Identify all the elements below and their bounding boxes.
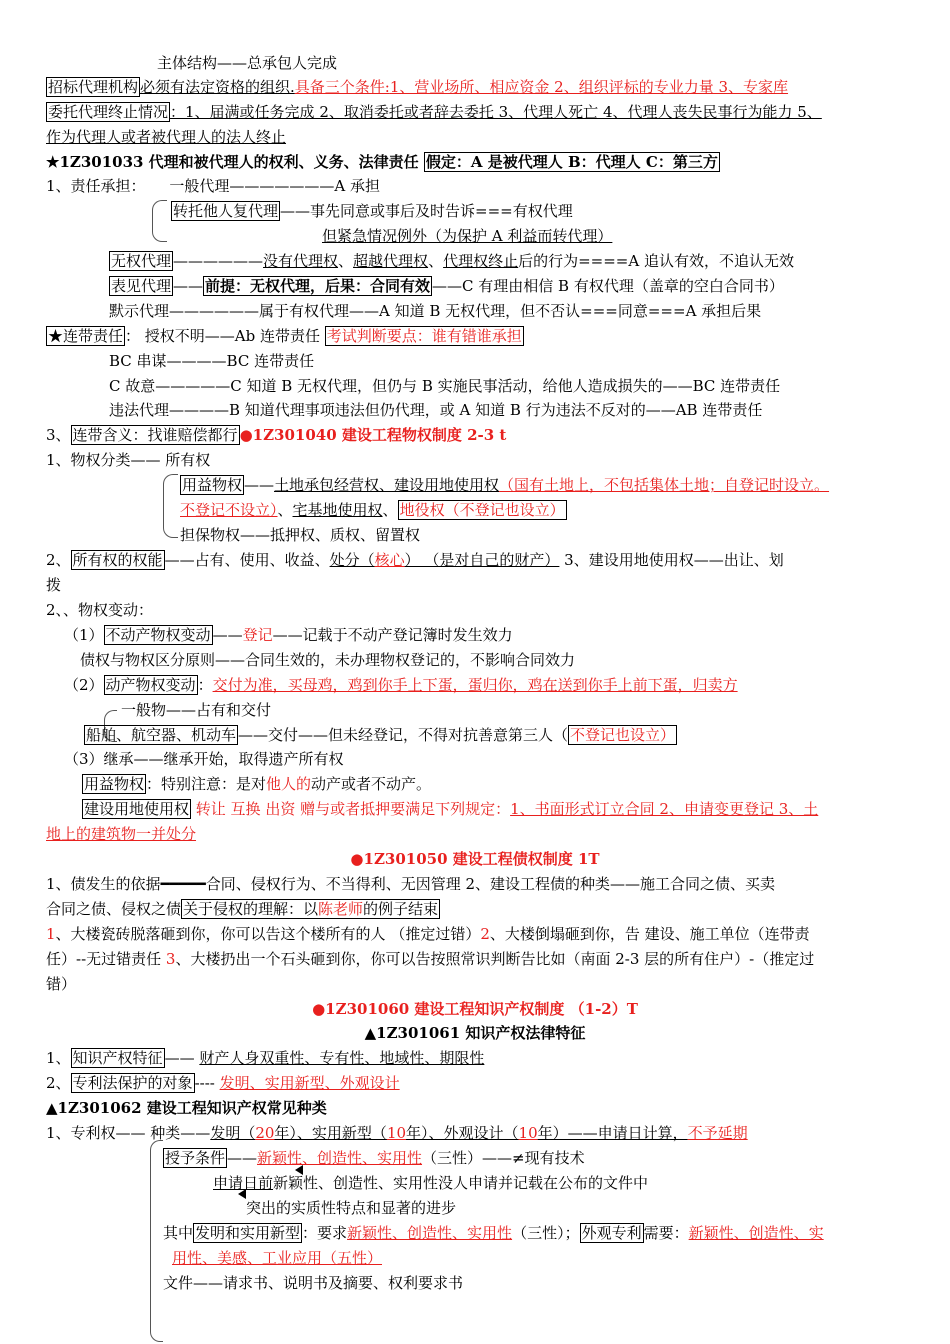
- line-movable-change: （2） 动产物权变动 ：交付为准，买母鸡，鸡到你手上下蛋，蛋归你，鸡在送到你手上前下蛋，归卖方: [64, 676, 738, 694]
- line-inventiveness: 突出的实质性特点和显著的进步: [246, 1199, 457, 1217]
- arrow-left-icon: [238, 1189, 246, 1199]
- line-agency-termination-cont: 作为代理人或者被代理人的法人终止: [46, 128, 287, 146]
- line-unauthorized-agency: 无权代理 ——————没有代理权、超越代理权、代理权终止后的行为====A 追认有效，不追认无效: [111, 252, 794, 270]
- line-illegal-agency: 违法代理————B 知道代理事项违法但仍代理，或 A 知道 B 行为违法不反对的——AB 连带责任: [109, 401, 763, 419]
- line-grant-conditions: 授予条件 ——新颖性、创造性、实用性（三性）——≠现有技术: [165, 1149, 585, 1167]
- line-patent-documents: 文件——请求书、说明书及摘要、权利要求书: [163, 1274, 464, 1292]
- line-main-structure: 主体结构——总承包人完成: [157, 54, 338, 72]
- line-ownership-powers: 2、 所有权的权能 ——占有、使用、收益、处分（核心） （是对自己的财产） 3、建设用地使用权——出让、划: [46, 551, 784, 569]
- section-heading-1Z301062: ▲1Z301062 建设工程知识产权常见种类: [46, 1099, 327, 1117]
- line-usufruct-cont: 不登记不设立）、宅基地使用权、 地役权（不登记也设立）: [180, 501, 565, 519]
- section-heading-1Z301060: ●1Z301060 建设工程知识产权制度 （1-2）T: [312, 1000, 638, 1018]
- section-heading-1Z301050: ●1Z301050 建设工程债权制度 1T: [350, 850, 600, 868]
- line-construction-land-use-cont: 地上的建筑物一并处分: [46, 825, 197, 843]
- line-usufruct: 用益物权 ——土地承包经营权、建设用地使用权（国有土地上，不包括集体土地；自登记时设立。: [182, 476, 830, 494]
- line-usufruct-note: 用益物权 ：特别注意：是对他人的动产或者不动产。: [84, 775, 432, 793]
- line-apparent-agency: 表见代理 —— 前提：无权代理，后果：合同有效 ——C 有理由相信 B 有权代理（盖章的空白合同书）: [111, 277, 784, 295]
- line-bidding-agency: 招标代理机构 必须有法定资格的组织.具备三个条件:1、营业场所、相应资金 2、组织评标的专业力量 3、专家库: [48, 78, 789, 96]
- line-patent-types: 1、专利权—— 种类——发明（20年）、实用新型（10年）、外观设计（10年）——申请日计算，不予延期: [46, 1124, 748, 1142]
- section-heading-1Z301033: ★1Z301033 代理和被代理人的权利、义务、法律责任 假定：A 是被代理人 B：代理人 C：第三方: [46, 153, 718, 171]
- line-debt-basis: 1、债发生的依据━━━━━合同、侵权行为、不当得利、无因管理 2、建设工程债的种类——施工合同之债、买卖: [46, 875, 776, 893]
- line-implied-agency: 默示代理——————属于有权代理——A 知道 B 无权代理，但不否认===同意===A 承担后果: [109, 302, 762, 320]
- line-tort-example-3: 错）: [46, 975, 77, 993]
- line-property-classification: 1、物权分类—— 所有权: [46, 451, 211, 469]
- brace-decoration: [163, 474, 178, 538]
- line-ownership-powers-cont: 拨: [46, 576, 62, 594]
- line-agency-termination: 委托代理终止情况 ：1、届满或任务完成 2、取消委托或者辞去委托 3、代理人死亡 4、代理人丧失民事行为能力 5、: [48, 103, 822, 121]
- line-joint-meaning: 3、 连带含义：找谁赔偿都行 ●1Z301040 建设工程物权制度 2-3 t: [46, 426, 507, 444]
- line-five-properties-cont: 用性、美感、工业应用（五性）: [172, 1249, 383, 1267]
- line-emergency-exception: 但紧急情况例外（为保护 A 利益而转代理）: [322, 227, 613, 245]
- line-bc-collusion: BC 串谋————BC 连带责任: [109, 352, 315, 370]
- line-tort-example-2: 任）--无过错责任 3、大楼扔出一个石头砸到你，你可以告按照常识判断告比如（南面 2-3 层的所有住户）-（推定过: [46, 950, 815, 968]
- line-ip-features: 1、 知识产权特征 —— 财产人身双重性、专有性、地域性、期限性: [46, 1049, 485, 1067]
- line-construction-land-use: 建设用地使用权 转让 互换 出资 赠与或者抵押要满足下列规定：1、书面形式订立合同 2、申请变更登记 3、土: [84, 800, 819, 818]
- line-tort-example-1: 1、大楼瓷砖脱落砸到你，你可以告这个楼所有的人 （推定过错）2、大楼倒塌砸到你，告 建设、施工单位（连带责: [46, 925, 810, 943]
- brace-decoration: [152, 200, 167, 242]
- line-debt-types-cont: 合同之债、侵权之债 关于侵权的理解：以陈老师的例子结束: [46, 900, 439, 918]
- line-c-intent: C 故意—————C 知道 B 无权代理，但仍与 B 实施民事活动，给他人造成损失的——BC 连带责任: [109, 377, 781, 395]
- line-three-five-properties: 其中 发明和实用新型 ：要求新颖性、创造性、实用性（三性）； 外观专利 需要：新颖性、创造性、实: [163, 1224, 824, 1242]
- line-ship-aircraft-vehicle: 船舶、航空器、机动车 ——交付——但未经登记，不得对抗善意第三人（ 不登记也设立）: [86, 726, 676, 744]
- line-novelty: 申请日前新颖性、创造性、实用性没人申请并记载在公布的文件中: [213, 1174, 649, 1192]
- line-sub-agency: 转托他人复代理 ——事先同意或事后及时告诉===有权代理: [173, 202, 573, 220]
- line-property-change: 2、、物权变动：: [46, 601, 154, 619]
- section-heading-1Z301061: ▲1Z301061 知识产权法律特征: [364, 1024, 586, 1042]
- line-responsibility: 1、责任承担： 一般代理———————A 承担: [46, 177, 380, 195]
- line-patent-objects: 2、 专利法保护的对象 ---- 发明、实用新型、外观设计: [46, 1074, 400, 1092]
- line-inheritance: （3）继承——继承开始，取得遗产所有权: [64, 750, 344, 768]
- brace-decoration: [150, 1140, 163, 1342]
- line-security-interest: 担保物权——抵押权、质权、留置权: [180, 526, 421, 544]
- line-joint-liability: ★连带责任 ： 授权不明——Ab 连带责任 考试判断要点：谁有错谁承担: [48, 327, 522, 345]
- line-general-goods: 一般物——占有和交付: [121, 701, 272, 719]
- line-distinction-principle: 债权与物权区分原则——合同生效的，未办理物权登记的，不影响合同效力: [80, 651, 576, 669]
- line-real-estate-change: （1） 不动产物权变动 ——登记——记载于不动产登记簿时发生效力: [64, 626, 513, 644]
